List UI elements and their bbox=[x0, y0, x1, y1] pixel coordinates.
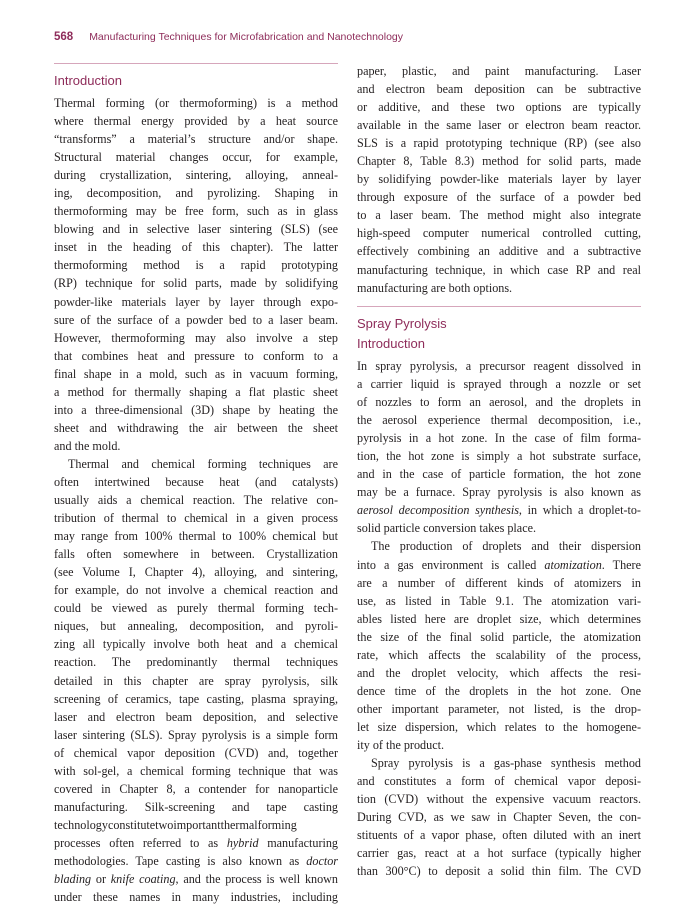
text-line: screening of ceramics, tape casting, plasma spraying, bbox=[54, 691, 338, 706]
spray-pyrolysis-heading: Spray Pyrolysis bbox=[357, 316, 447, 331]
text-line: of chemical vapor deposition (CVD) and, together bbox=[54, 745, 338, 760]
right-column-body-top bbox=[357, 62, 641, 297]
text-line: high-speed computer numerical controlled cutting, bbox=[357, 226, 641, 241]
text-run: into a gas environment is called bbox=[357, 557, 545, 572]
text-line bbox=[54, 870, 338, 888]
text-line: may be a furnace. Spray pyrolysis is also known as bbox=[357, 485, 641, 500]
text-line: through exposure of the surface of a powder bed bbox=[357, 190, 641, 205]
text-line: laser and electron beam deposition, and selective bbox=[54, 709, 338, 724]
text-line: to a laser beam. The method might also integrate bbox=[357, 208, 641, 223]
text-line: Spray pyrolysis is a gas-phase synthesis method bbox=[371, 756, 641, 771]
text-line: falls often somewhere in between. Crystallization bbox=[54, 547, 338, 562]
book-title: Manufacturing Techniques for Microfabrication and Nanotechnology bbox=[89, 31, 404, 43]
text-line: for example, do not involve a chemical reaction and bbox=[54, 583, 338, 598]
text-line: Thermal and chemical forming techniques are bbox=[68, 456, 338, 471]
text-line: “transforms” a material’s structure and/or shape. bbox=[54, 132, 338, 147]
text-line: carrier gas, react at a hot surface (typically higher bbox=[357, 846, 641, 861]
text-line: usually aids a chemical reaction. The relative con- bbox=[54, 493, 338, 508]
text-run: . There bbox=[601, 557, 641, 572]
text-line: zing all typically involve both heat and a chemical bbox=[54, 637, 338, 652]
text-line: stituents of a vapor phase, often diluted with an inert bbox=[357, 828, 641, 843]
text-run: or bbox=[91, 872, 111, 887]
text-line: However, thermoforming may also involve a step bbox=[54, 330, 338, 345]
text-line: (RP) technique for solid parts, made by solidifying bbox=[54, 276, 338, 291]
italic-term: hybrid bbox=[226, 835, 259, 850]
text-line: ity of the product. bbox=[357, 737, 444, 752]
text-run: , and the process is well known bbox=[175, 872, 338, 887]
text-line: a method for thermally shaping a flat plastic sheet bbox=[54, 384, 338, 399]
text-line: pyrolysis in a hot zone. In the case of film forma- bbox=[357, 431, 641, 446]
text-run: manufacturing bbox=[258, 835, 338, 850]
text-line: Chapter 8, Table 8.3) method for solid parts, made bbox=[357, 154, 641, 169]
text-line: may range from 100% thermal to 100% chemical but bbox=[54, 529, 338, 544]
text-line: that combines heat and pressure to conform to a bbox=[54, 348, 338, 363]
text-line: and electron beam deposition can be subtractive bbox=[357, 82, 641, 97]
text-line: covered in Chapter 8, a contender for nanoparticle bbox=[54, 781, 338, 796]
text-line: and in the case of particle formation, the hot zone bbox=[357, 467, 641, 482]
text-line: are a number of different kinds of atomizers in bbox=[357, 575, 641, 590]
text-line: technologyconstitutetwoimportantthermalforming bbox=[54, 817, 297, 832]
text-line: the aerosol experience thermal decomposition, i.e., bbox=[357, 413, 641, 428]
left-column-body bbox=[54, 94, 338, 906]
text-line: inset in the heading of this chapter). The latter bbox=[54, 240, 338, 255]
text-line: Thermal forming (or thermoforming) is a method bbox=[54, 96, 338, 110]
text-line: paper, plastic, and paint manufacturing. Laser bbox=[357, 64, 641, 78]
text-line: In spray pyrolysis, a precursor reagent dissolved in bbox=[357, 359, 641, 373]
text-line: into a three-dimensional (3D) shape by heating the bbox=[54, 402, 338, 417]
text-line: often intertwined because heat (and catalysts) bbox=[54, 474, 338, 489]
text-line: niques, but annealing, decomposition, and pyroli- bbox=[54, 619, 338, 634]
left-section-heading: Introduction bbox=[54, 73, 122, 88]
text-line: the size of the final solid particle, the atomization bbox=[357, 629, 641, 644]
italic-term: blading bbox=[54, 872, 92, 887]
text-line: could be viewed as purely thermal forming tech- bbox=[54, 601, 338, 616]
text-line: ing, decomposition, and pyrolizing. Shaping in bbox=[54, 186, 338, 201]
text-line: rate, which affects the scalability of the process, bbox=[357, 647, 641, 662]
spray-pyrolysis-intro-heading: Introduction bbox=[357, 336, 425, 351]
text-line: of nozzles to form an aerosol, and the droplets in bbox=[357, 395, 641, 410]
italic-term: atomization bbox=[544, 557, 602, 572]
text-line: dence time of the droplets in the hot zone. One bbox=[357, 683, 641, 698]
text-line bbox=[357, 556, 641, 574]
right-column-body-bottom bbox=[357, 357, 641, 880]
text-line bbox=[54, 852, 338, 870]
text-line: effectively combining an additive and a subtractive bbox=[357, 244, 641, 259]
italic-term: aerosol decomposition synthesis bbox=[357, 503, 519, 518]
text-line: sure of the surface of a powder bed to a laser beam. bbox=[54, 312, 338, 327]
text-run: , in which a droplet-to- bbox=[518, 503, 641, 518]
text-line: under these names in many industries, including bbox=[54, 890, 338, 905]
text-line: or additive, and these two options are typically bbox=[357, 100, 641, 115]
text-line: manufacturing technique, in which case RP and real bbox=[357, 262, 641, 277]
text-run: methodologies. Tape casting is also known as bbox=[54, 853, 307, 868]
italic-term: knife coating bbox=[110, 872, 176, 887]
text-line: a carrier liquid is sprayed through a nozzle or set bbox=[357, 377, 641, 392]
text-line: than 300°C) to deposit a solid thin film. The CVD bbox=[357, 864, 641, 879]
text-line: tion (CVD) without the expensive vacuum reactors. bbox=[357, 792, 641, 807]
text-line: laser sintering (SLS). Spray pyrolysis is a simple form bbox=[54, 727, 338, 742]
text-line: thermoforming may be free form, such as in glass bbox=[54, 204, 338, 219]
text-line: and the mold. bbox=[54, 438, 121, 453]
text-line: and the droplet velocity, which affects the resi- bbox=[357, 665, 641, 680]
text-line: by solidifying powder-like materials layer by layer bbox=[357, 172, 641, 187]
text-line: detailed in this chapter are spray pyrolysis, silk bbox=[54, 673, 338, 688]
text-line: final shape in a mold, such as in vacuum forming, bbox=[54, 366, 338, 381]
text-line: let size dispersion, which relates to the homogene- bbox=[357, 719, 641, 734]
text-line: other important parameter, not listed, is the drop- bbox=[357, 701, 641, 716]
text-line bbox=[357, 501, 641, 519]
text-line: The production of droplets and their dispersion bbox=[371, 539, 641, 554]
text-line: manufacturing. Silk-screening and tape casting bbox=[54, 799, 338, 814]
text-line: available in the same laser or electron beam reactor. bbox=[357, 118, 641, 133]
text-line: with sol-gel, a chemical forming technique that was bbox=[54, 763, 338, 778]
text-line: use, as listed in Table 9.1. The atomization vari- bbox=[357, 593, 641, 608]
left-heading-rule bbox=[54, 63, 338, 64]
text-line bbox=[54, 834, 338, 852]
text-line: reaction. The predominantly thermal techniques bbox=[54, 655, 338, 670]
text-line: during crystallization, sintering, alloying, anneal- bbox=[54, 168, 338, 183]
text-line: sheet and withdrawing the air between the sheet bbox=[54, 420, 338, 435]
page-number: 568 bbox=[54, 31, 74, 43]
running-head bbox=[54, 31, 654, 43]
text-line: During CVD, as we saw in Chapter Seven, the con- bbox=[357, 810, 641, 825]
text-line: where thermal energy provided by a heat source bbox=[54, 114, 338, 129]
right-heading-rule bbox=[357, 306, 641, 307]
text-line: thermoforming method is a rapid prototyping bbox=[54, 258, 338, 273]
text-line: powder-like materials layer by layer through expo- bbox=[54, 294, 338, 309]
text-line: tribution of thermal to chemical in a given process bbox=[54, 511, 338, 526]
text-line: ables listed here are droplet size, which determines bbox=[357, 611, 641, 626]
text-line: solid particle conversion takes place. bbox=[357, 521, 537, 536]
text-line: blowing and in selective laser sintering (SLS) (see bbox=[54, 222, 338, 237]
text-line: tion, the hot zone is simply a hot substrate surface, bbox=[357, 449, 641, 464]
text-line: manufacturing are both options. bbox=[357, 280, 513, 295]
text-line: (see Volume I, Chapter 4), alloying, and sintering, bbox=[54, 565, 338, 580]
text-run: processes often referred to as bbox=[54, 835, 227, 850]
text-line: SLS is a rapid prototyping technique (RP) (see also bbox=[357, 136, 641, 151]
italic-term: doctor bbox=[306, 853, 338, 868]
text-line: and constitutes a form of chemical vapor deposi- bbox=[357, 774, 641, 789]
text-line: Structural material changes occur, for example, bbox=[54, 150, 338, 165]
